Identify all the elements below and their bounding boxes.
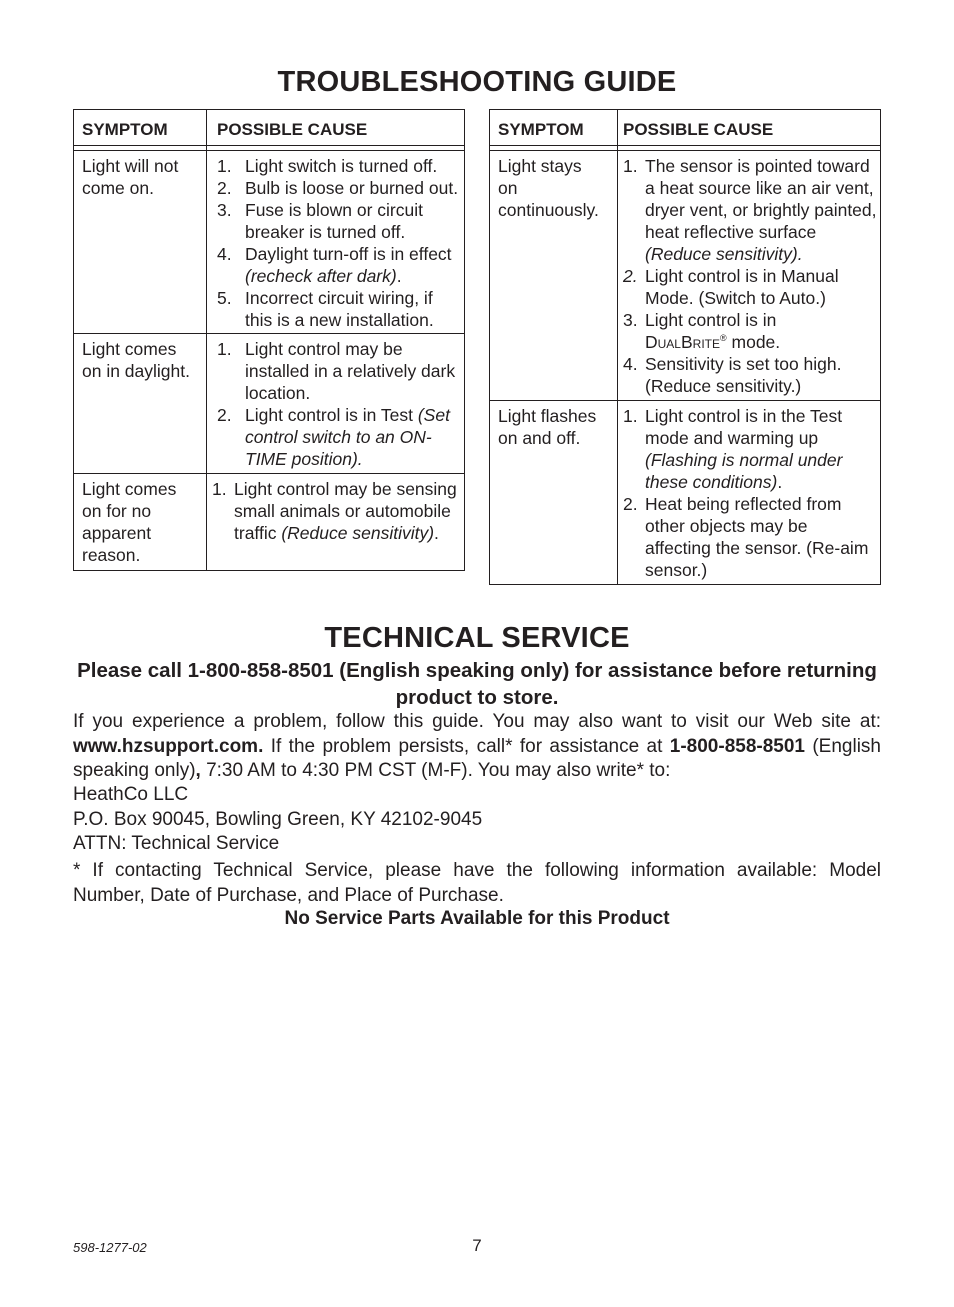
address-line: HeathCo LLC [73,784,189,805]
cause-list [217,155,460,331]
cause-item: 2. Bulb is loose or burned out. [217,178,459,198]
cause-list [623,405,877,581]
troubleshooting-table-left [73,109,465,571]
service-intro: If you experience a problem, follow this guide. You may also want to visit our Web site at: www.hzsupport.com. If the problem persists, call* for assistance at 1-800-858-8501 (English speaking only), 7:30 AM to 4:30 PM CST (M-F). You may also write* to: [73,711,881,781]
page-number: 7 [472,1236,482,1255]
cause-item: 1. The sensor is pointed toward a heat source like an air vent, dryer vent, or brightly painted, heat reflective surface (Reduce sensitivity). [623,156,877,264]
cause-item: 2. Light control is in Manual Mode. (Switch to Auto.) [623,266,839,308]
technical-service-title: TECHNICAL SERVICE [324,622,630,654]
no-parts-notice: No Service Parts Available for this Product [284,908,670,929]
symptom-cell: Light will not come on. [82,156,179,198]
symptom-cell: Light stays on continuously. [498,156,599,220]
cause-item: 3. Fuse is blown or circuit breaker is turned off. [217,200,423,242]
address-line: P.O. Box 90045, Bowling Green, KY 42102-9045 [73,808,483,830]
cause-item: 2. Light control is in Test (Set control switch to an ON-TIME position). [217,405,450,469]
cause-item: 1. Light switch is turned off. [217,156,438,176]
service-note: * If contacting Technical Service, please have the following information available: Model Number, Date of Purchase, and Place of Purchase. [73,860,881,906]
cause-header: POSSIBLE CAUSE [217,120,368,139]
cause-list [217,338,460,470]
cause-item: 2. Heat being reflected from other objects may be affecting the sensor. (Re-aim sensor.) [623,494,869,580]
symptom-header: SYMPTOM [498,120,584,139]
document-number: 598-1277-02 [73,1240,147,1255]
symptom-cell: Light comes on in daylight. [82,339,190,381]
cause-item: 4. Sensitivity is set too high. (Reduce sensitivity.) [623,354,842,396]
symptom-header: SYMPTOM [82,120,168,139]
cause-list [212,478,460,544]
cause-item: 4. Daylight turn-off is in effect (recheck after dark). [217,244,452,286]
symptom-cell: Light flashes on and off. [498,406,597,448]
cause-item: 3. Light control is in DualBrite® mode. [623,310,781,352]
cause-header: POSSIBLE CAUSE [623,120,774,139]
cause-item: 1. Light control is in the Test mode and warming up (Flashing is normal under these conditions). [623,406,843,492]
symptom-cell: Light comes on for no apparent reason. [82,479,177,565]
cause-list [623,155,877,397]
cause-item: 1. Light control may be installed in a relatively dark location. [217,339,456,403]
troubleshooting-table-right [489,109,881,585]
cause-item: 1. Light control may be sensing small animals or automobile traffic (Reduce sensitivity). [212,479,457,543]
address-line: ATTN: Technical Service [73,833,280,854]
mailing-address [73,783,881,857]
phone-number: 1-800-858-8501 [669,735,805,757]
call-notice: Please call 1-800-858-8501 (English speaking only) for assistance before returning product to store. [77,659,877,709]
troubleshooting-title: TROUBLESHOOTING GUIDE [277,66,677,98]
dualbrite-brand: DualBrite [645,332,720,352]
website-link[interactable]: www.hzsupport.com. [73,735,264,757]
cause-item: 5. Incorrect circuit wiring, if this is a new installation. [217,288,434,330]
